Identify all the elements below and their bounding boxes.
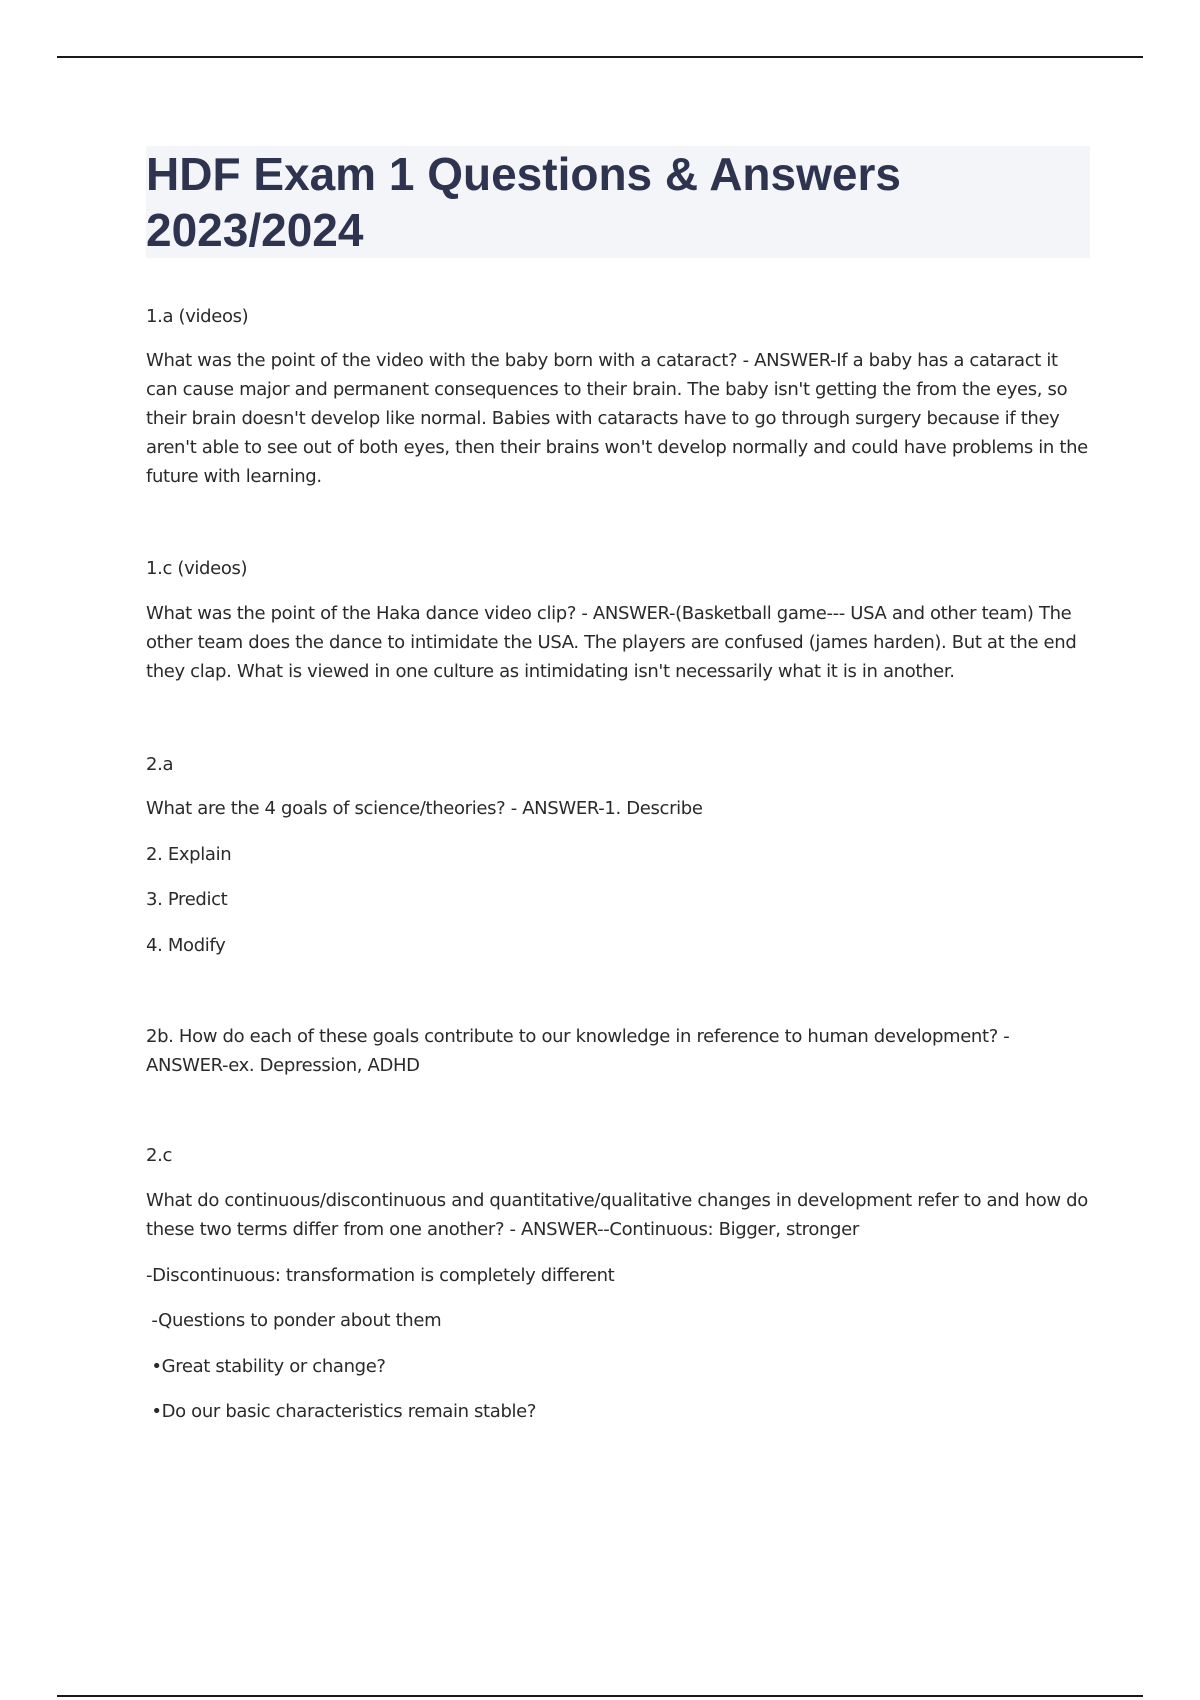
bullet-item: •Great stability or change? [146,1356,386,1377]
question-answer: What are the 4 goals of science/theories? - ANSWER-1. Describe [146,798,703,819]
section-heading: 2.a [146,754,174,775]
section-heading: 1.a (videos) [146,306,249,327]
question-answer: What do continuous/discontinuous and quantitative/qualitative changes in development refer to and how do these two terms differ from one another? - ANSWER--Continuous: Bigger, stronger [146,1190,1088,1240]
top-rule [57,56,1143,58]
answer-list-item: 2. Explain [146,844,232,865]
bottom-rule [57,1695,1143,1697]
document-title: HDF Exam 1 Questions & Answers 2023/2024 [146,148,901,256]
bullet-item: •Do our basic characteristics remain stable? [146,1401,537,1422]
section-heading: 1.c (videos) [146,558,248,579]
question-answer: What was the point of the Haka dance video clip? - ANSWER-(Basketball game--- USA and other team) The other team does the dance to intimidate the USA. The players are confused (james harden). But at the end they clap. What is viewed in one culture as intimidating isn't necessarily what it is in another. [146,603,1077,682]
answer-line: -Discontinuous: transformation is completely different [146,1265,615,1286]
answer-list-item: 3. Predict [146,889,228,910]
section-heading: 2.c [146,1145,173,1166]
title-banner [146,146,1090,258]
answer-list-item: 4. Modify [146,935,226,956]
answer-line: -Questions to ponder about them [146,1310,442,1331]
question-answer: What was the point of the video with the baby born with a cataract? - ANSWER-If a baby has a cataract it can cause major and permanent consequences to their brain. The baby isn't getting the from the eyes, so their brain doesn't develop like normal. Babies with cataracts have to go through surgery because if they aren't able to see out of both eyes, then their brains won't develop normally and could have problems in the future with learning. [146,350,1088,487]
question-answer: 2b. How do each of these goals contribute to our knowledge in reference to human development? - ANSWER-ex. Depression, ADHD [146,1026,1010,1076]
